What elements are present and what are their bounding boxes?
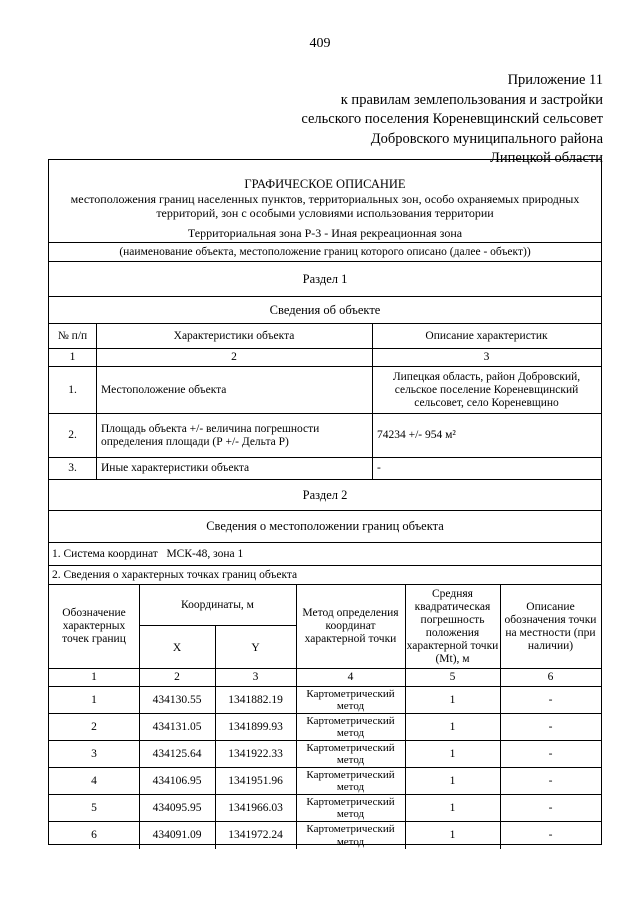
col-number: 1 <box>69 351 76 363</box>
point-y: 1341922.33 <box>228 747 283 760</box>
point-method: Картометрический метод <box>306 823 395 848</box>
points-title-row <box>49 566 601 585</box>
col-number: 6 <box>547 671 554 683</box>
point-accuracy: 1 <box>449 801 456 814</box>
row-characteristic: Площадь объекта +/- величина погрешности определения площади (Р +/- Дельта Р) <box>101 422 320 448</box>
row-description: Липецкая область, район Добровский, сельское поселение Кореневщинский сельсовет, село Кореневщино <box>392 370 581 409</box>
point-row <box>49 687 601 714</box>
point-accuracy: 1 <box>449 720 456 733</box>
point-method: Картометрический метод <box>306 741 395 766</box>
table-row <box>49 414 601 458</box>
table-row <box>49 367 601 414</box>
point-method: Картометрический метод <box>306 687 395 712</box>
appendix-line: Приложение 11 <box>507 72 603 88</box>
section2-title: Раздел 2 <box>302 487 348 502</box>
section1-colnum-row <box>49 349 601 367</box>
point-row <box>49 741 601 768</box>
point-x: 434130.55 <box>152 693 202 706</box>
point-description: - <box>548 747 553 760</box>
point-number: 1 <box>91 693 97 706</box>
page-number: 409 <box>309 36 331 51</box>
section1-header-row <box>49 324 601 349</box>
point-description: - <box>548 829 553 841</box>
point-number: 3 <box>91 747 97 760</box>
col-number: 2 <box>231 351 237 363</box>
point-number: 5 <box>91 801 97 814</box>
col-number: 4 <box>347 671 354 683</box>
row-description: - <box>377 462 381 474</box>
point-x: 434106.95 <box>152 774 202 787</box>
point-description: - <box>548 693 553 706</box>
point-row <box>49 795 601 822</box>
point-method: Картометрический метод <box>306 714 395 739</box>
points-title: 2. Сведения о характерных точках границ объекта <box>52 568 298 581</box>
section1-subtitle-row <box>49 297 601 324</box>
col-header: Координаты, м <box>139 585 296 626</box>
col-header: Метод определения координат характерной точки <box>302 607 399 645</box>
points-colnum-row <box>49 669 601 687</box>
point-x: 434091.09 <box>152 829 202 841</box>
col-number: 3 <box>483 351 490 363</box>
point-row <box>49 768 601 795</box>
points-header-row <box>49 585 601 669</box>
section1-subtitle: Сведения об объекте <box>269 302 381 317</box>
point-description: - <box>548 720 553 733</box>
point-number: 6 <box>91 829 97 841</box>
row-description: 74234 +/- 954 м² <box>377 429 456 441</box>
appendix-block <box>301 71 603 169</box>
appendix-line: сельского поселения Кореневщинский сельсовет <box>301 111 603 127</box>
point-accuracy: 1 <box>449 693 456 706</box>
appendix-line: к правилам землепользования и застройки <box>340 91 603 108</box>
col-header: № п/п <box>57 329 88 342</box>
point-row <box>49 822 601 849</box>
col-header: Обозначение характерных точек границ <box>62 607 126 645</box>
coord-system-row <box>49 543 601 566</box>
point-number: 4 <box>91 774 97 787</box>
document-table <box>48 159 602 848</box>
section1-title: Раздел 1 <box>302 271 348 286</box>
row-characteristic: Местоположение объекта <box>101 383 227 396</box>
point-x: 434125.64 <box>152 747 202 760</box>
point-accuracy: 1 <box>449 829 456 841</box>
row-number: 3. <box>68 462 77 474</box>
row-number: 2. <box>68 429 77 441</box>
doc-subtitle: территорий, зон с особыми условиями использования территории <box>156 206 494 220</box>
col-header-x: X <box>172 641 182 654</box>
point-y: 1341882.19 <box>228 693 283 706</box>
zone-note: (наименование объекта, местоположение границ которого описано (далее - объект)) <box>119 245 531 258</box>
row-characteristic: Иные характеристики объекта <box>101 462 250 474</box>
col-number: 3 <box>252 671 259 683</box>
col-number: 1 <box>91 671 97 683</box>
col-header: Характеристики объекта <box>173 329 295 342</box>
point-accuracy: 1 <box>449 747 456 760</box>
section1-title-row <box>49 262 601 297</box>
point-accuracy: 1 <box>449 774 456 787</box>
col-header: Описание обозначения точки на местности (при наличии) <box>504 600 597 652</box>
doc-subtitle: местоположения границ населенных пунктов, территориальных зон, особо охраняемых природных <box>70 192 580 206</box>
section2-subtitle: Сведения о местоположении границ объекта <box>206 519 444 533</box>
point-row <box>49 714 601 741</box>
zone-name: Территориальная зона Р-3 - Иная рекреационная зона <box>187 226 463 240</box>
point-description: - <box>548 801 553 814</box>
point-y: 1341972.24 <box>228 829 283 841</box>
point-y: 1341951.96 <box>228 774 283 787</box>
zone-note-row <box>49 243 601 262</box>
point-x: 434131.05 <box>152 720 202 733</box>
section2-title-row <box>49 480 601 511</box>
appendix-line: Липецкой области <box>490 150 603 166</box>
col-number: 5 <box>449 671 456 683</box>
table-row <box>49 458 601 480</box>
col-header: Средняя квадратическая погрешность положения характерной точки (Mt), м <box>406 587 499 665</box>
row-number: 1. <box>68 383 77 396</box>
col-header: Описание характеристик <box>425 329 548 342</box>
point-y: 1341966.03 <box>228 801 283 814</box>
section2-subtitle-row <box>49 511 601 543</box>
point-y: 1341899.93 <box>228 720 283 733</box>
col-header-y: Y <box>251 641 260 654</box>
point-description: - <box>548 774 553 787</box>
point-number: 2 <box>91 720 97 733</box>
point-method: Картометрический метод <box>306 795 395 820</box>
doc-title: ГРАФИЧЕСКОЕ ОПИСАНИЕ <box>244 177 406 191</box>
header-block <box>49 160 601 243</box>
appendix-line: Добровского муниципального района <box>370 130 603 147</box>
col-number: 2 <box>174 671 180 683</box>
point-method: Картометрический метод <box>306 768 395 793</box>
point-x: 434095.95 <box>152 801 202 814</box>
coord-system: 1. Система координат МСК-48, зона 1 <box>52 547 244 560</box>
